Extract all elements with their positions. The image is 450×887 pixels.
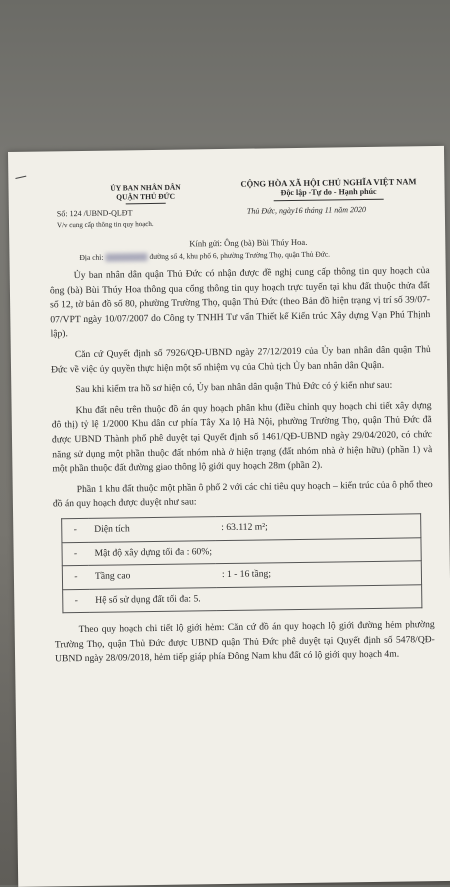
motto: Độc lập -Tự do - Hạnh phúc (280, 186, 377, 198)
bullet: - (63, 589, 90, 613)
indicator-label: Hệ số sử dụng đất tối đa: 5. (89, 584, 422, 612)
org-line2: QUẬN THỦ ĐỨC (116, 191, 176, 202)
national-title (223, 176, 433, 202)
document-number: Số: 124 /UBND-QLĐT (56, 208, 133, 219)
address-text: đường số 4, khu phố 6, phường Trường Thọ, quận Thủ Đức. (149, 249, 331, 262)
indicator-value: : 63.112 m²; (215, 514, 421, 540)
pen-mark (15, 176, 26, 179)
address-line (79, 248, 439, 262)
address-label: Địa chỉ: (79, 252, 104, 263)
paragraph-legal-basis: Căn cứ Quyết định số 7926/QĐ-UBND ngày 27/12/2019 của Ủy ban nhân dân quận Thủ Đức về việc ủy quyền thực hiện một số nhiệm vụ của Chủ tịch Ủy ban nhân dân Quận. (50, 344, 431, 375)
paragraph-alley-boundary: Theo quy hoạch chi tiết lộ giới hẻm: Căn cứ đồ án quy hoạch lộ giới đường hẻm phường Trường Thọ, quận Thủ Đức được UBND quận Thủ Đức phê duyệt tại Quyết định số 5478/QĐ-UBND ngày 28/09/2018, hẻm tiếp giáp phía Đông Nam khu đất có lộ giới quy hoạch 4m. (54, 619, 435, 665)
table-row (63, 584, 422, 613)
paragraph-part1: Phần 1 khu đất thuộc một phần ô phố 2 với các chỉ tiêu quy hoạch – kiến trúc của ô phố theo đồ án quy hoạch được duyệt như sau: (52, 478, 433, 510)
indicators-table (61, 513, 422, 613)
country-name: CỘNG HÒA XÃ HỘI CHỦ NGHĨA VIỆT NAM (240, 176, 417, 189)
document-date: Thủ Đức, ngày16 tháng 11 năm 2020 (246, 205, 367, 216)
motto-underline (274, 199, 384, 202)
paragraph-planning: Khu đất nêu trên thuộc đồ án quy hoạch phân khu (điều chỉnh quy hoạch chi tiết xây dựng đô thị) tỷ lệ 1/2000 Khu dân cư phía Tây Xa lộ Hà Nội, phường Trường Thọ, quận Thủ Đức đã được UBND Thành phố phê duyệt tại Quyết định số 1461/QĐ-UBND ngày 29/04/2020, có chức năng sử dụng một phần thuộc đất nhóm nhà ở hiện trạng (đất nhóm nhà ở hiện hữu) (phần 1) và một phần thuộc đất đường giao thông lộ giới quy hoạch 28m (phần 2). (51, 399, 433, 475)
bullet: - (62, 542, 89, 566)
indicator-label: Tầng cao (89, 564, 216, 589)
paragraph-review: Sau khi kiểm tra hồ sơ hiện có, Ủy ban nhân dân quận Thủ Đức có ý kiến như sau: (75, 379, 393, 396)
issuing-authority (70, 182, 220, 205)
indicator-value: : 1 - 16 tầng; (216, 561, 422, 587)
redacted-address (105, 253, 147, 262)
indicator-label: Diện tích (88, 517, 215, 542)
paragraph-request: Ủy ban nhân dân quận Thủ Đức có nhận được đề nghị cung cấp thông tin quy hoạch của ông (bà) Bùi Thúy Hoa thông qua cổng thông tin quy hoạch trực tuyến tại khu đất thuộc thửa đất số 12, tờ bản đồ số 80, phường Trường Thọ, quận Thủ Đức (theo Bản đồ hiện trạng vị trí số 39/07-07/VPT ngày 10/07/2007 do Công ty TNHH Tư vấn Thiết kế Kiến trúc Xây dựng Vạn Phú Thịnh lập). (49, 265, 431, 340)
org-underline (126, 203, 166, 205)
document-subject: V/v cung cấp thông tin quy hoạch. (56, 219, 154, 230)
bullet: - (62, 518, 89, 542)
document-page (8, 146, 450, 887)
bullet: - (62, 566, 89, 590)
document-body (50, 264, 436, 673)
org-line1: ỦY BAN NHÂN DÂN (110, 182, 181, 193)
recipient-line: Kính gửi: Ông (bà) Bùi Thúy Hoa. (189, 236, 308, 249)
indicator-label: Mật độ xây dựng tối đa : 60%; (88, 537, 421, 565)
